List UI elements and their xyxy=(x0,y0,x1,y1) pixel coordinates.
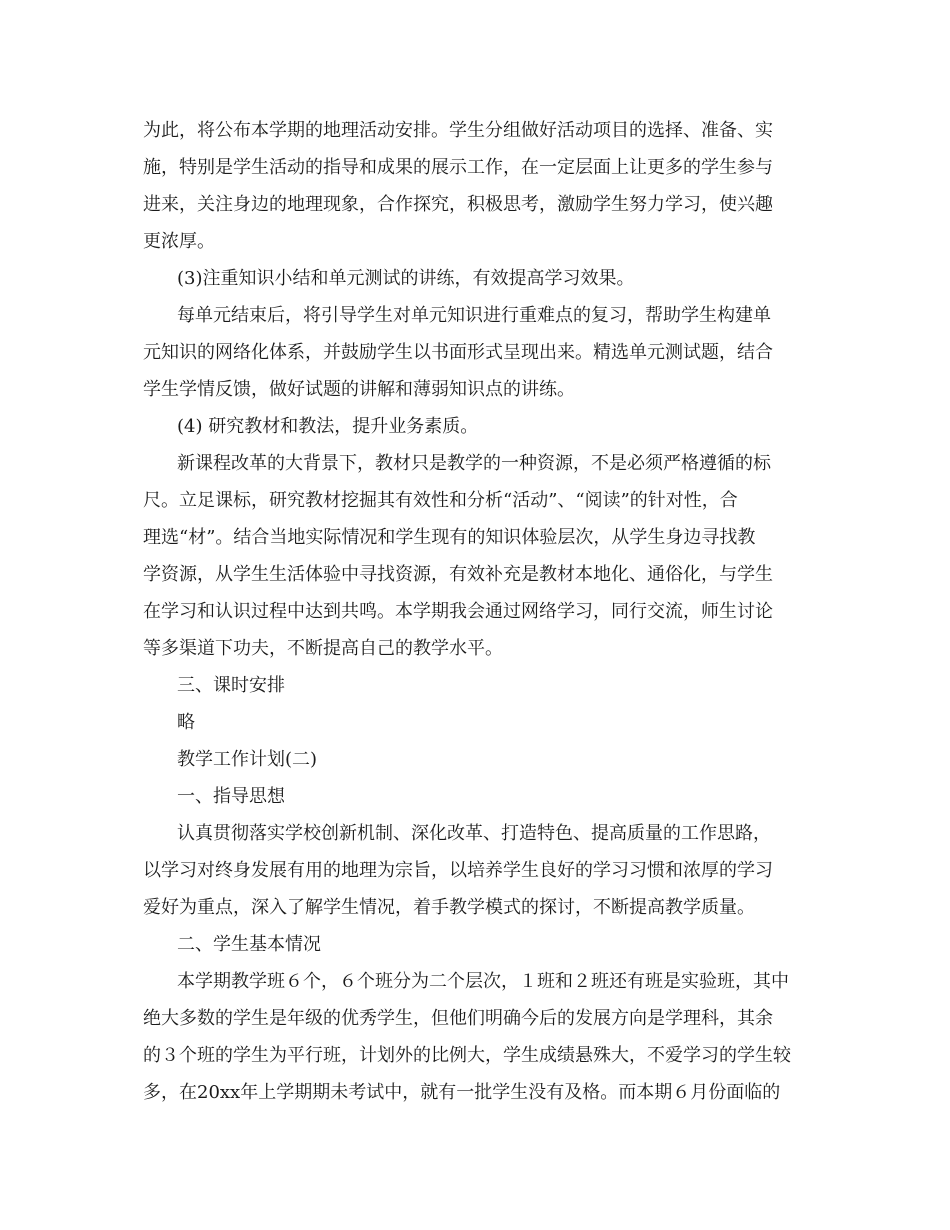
subheading-4: (4) 研究教材和教法，提升业务素质。 xyxy=(177,416,479,437)
text-line: 学资源，从学生生活体验中寻找资源，有效补充是教材本地化、通俗化，与学生 xyxy=(143,564,773,585)
text-line: 绝大多数的学生是年级的优秀学生，但他们明确今后的发展方向是学理科，其余 xyxy=(143,1008,773,1029)
text-line: 元知识的网络化体系，并鼓励学生以书面形式呈现出来。精选单元测试题，结合 xyxy=(143,342,773,363)
section-heading-1: 一、指导思想 xyxy=(177,786,285,807)
text-line: 以学习对终身发展有用的地理为宗旨，以培养学生良好的学习习惯和浓厚的学习 xyxy=(143,860,773,881)
text-line: 理选“材”。结合当地实际情况和学生现有的知识体验层次，从学生身边寻找教 xyxy=(143,527,756,548)
text-line: 略 xyxy=(177,712,195,733)
subheading-3: (3)注重知识小结和单元测试的讲练，有效提高学习效果。 xyxy=(177,268,635,289)
text-line: 认真贯彻落实学校创新机制、深化改革、打造特色、提高质量的工作思路， xyxy=(177,823,771,844)
text-line: 在学习和认识过程中达到共鸣。本学期我会通过网络学习，同行交流，师生讨论 xyxy=(143,601,773,622)
text-line: 新课程改革的大背景下，教材只是教学的一种资源，不是必须严格遵循的标 xyxy=(177,453,771,474)
text-line: 更浓厚。 xyxy=(143,231,215,252)
text-line: 多，在20xx年上学期期未考试中，就有一批学生没有及格。而本期６月份面临的 xyxy=(143,1082,781,1103)
text-line: 本学期教学班６个，６个班分为二个层次，１班和２班还有班是实验班，其中 xyxy=(177,971,789,992)
text-line: 为此，将公布本学期的地理活动安排。学生分组做好活动项目的选择、准备、实 xyxy=(143,120,773,141)
section-heading-2: 二、学生基本情况 xyxy=(177,934,321,955)
text-line: 爱好为重点，深入了解学生情况，着手教学模式的探讨，不断提高教学质量。 xyxy=(143,897,755,918)
text-line: 施，特别是学生活动的指导和成果的展示工作，在一定层面上让更多的学生参与 xyxy=(143,157,773,178)
text-line: 的３个班的学生为平行班，计划外的比例大，学生成绩悬殊大，不爱学习的学生较 xyxy=(143,1045,791,1066)
text-line: 进来，关注身边的地理现象，合作探究，积极思考，激励学生努力学习，使兴趣 xyxy=(143,194,773,215)
text-line: 学生学情反馈，做好试题的讲解和薄弱知识点的讲练。 xyxy=(143,379,575,400)
section-heading-3: 三、课时安排 xyxy=(177,675,285,696)
document-title: 教学工作计划(二) xyxy=(177,749,318,770)
text-line: 尺。立足课标，研究教材挖掘其有效性和分析“活动”、“阅读”的针对性，合 xyxy=(143,490,738,511)
text-line: 每单元结束后，将引导学生对单元知识进行重难点的复习，帮助学生构建单 xyxy=(177,305,771,326)
text-line: 等多渠道下功夫，不断提高自己的教学水平。 xyxy=(143,638,503,659)
